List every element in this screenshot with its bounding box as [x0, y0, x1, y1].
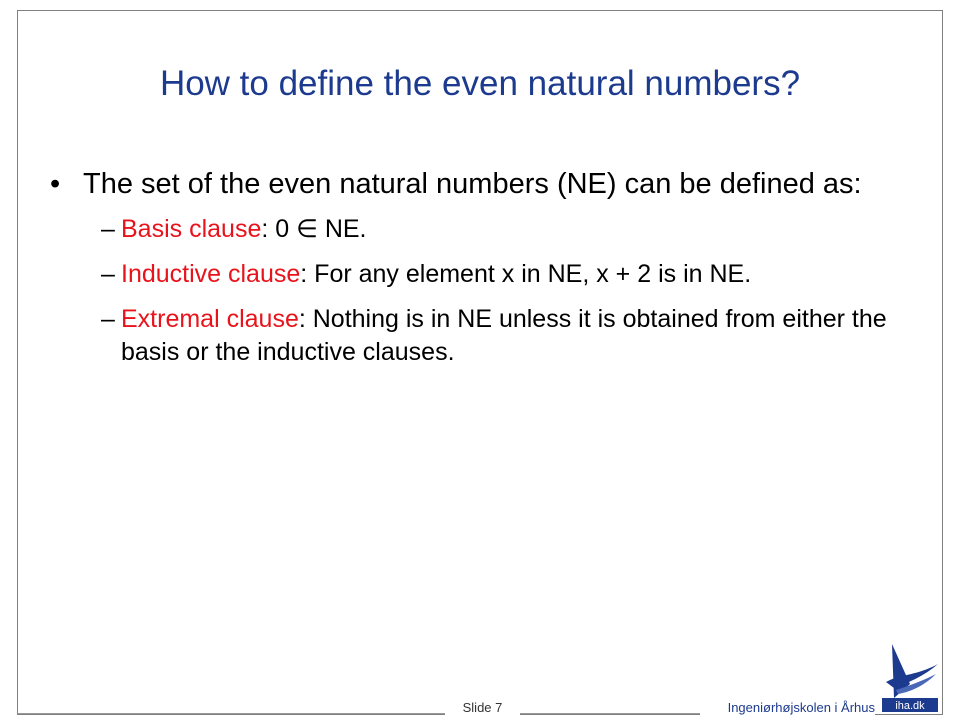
bullet-marker: •	[50, 168, 61, 200]
iha-logo	[880, 636, 940, 714]
footer-divider-left	[17, 713, 445, 714]
basis-clause-text: : 0 ∈ NE.	[261, 215, 367, 243]
slide-body	[50, 164, 910, 381]
extremal-clause-text: : Nothing is in NE unless it is obtained from either the basis or the inductive clauses.	[121, 305, 887, 366]
clause-dash: –	[101, 260, 115, 288]
inductive-clause-text: : For any element x in NE, x + 2 is in NE.	[300, 260, 752, 288]
inductive-clause	[101, 258, 910, 291]
school-name: Ingeniørhøjskolen i Århus	[700, 700, 875, 716]
main-bullet	[50, 164, 910, 204]
logo-text: iha.dk	[895, 700, 925, 712]
slide-number: Slide 7	[445, 700, 520, 716]
extremal-clause-label: Extremal clause	[121, 305, 299, 333]
clause-dash: –	[101, 215, 115, 243]
basis-clause	[101, 213, 910, 246]
clause-list	[50, 213, 910, 369]
slide-title: How to define the even natural numbers?	[159, 64, 801, 103]
footer-divider-right	[520, 713, 700, 714]
basis-clause-label: Basis clause	[121, 215, 262, 243]
clause-dash: –	[101, 305, 115, 333]
inductive-clause-label: Inductive clause	[121, 260, 301, 288]
main-bullet-text: The set of the even natural numbers (NE) can be defined as:	[83, 168, 862, 200]
extremal-clause	[101, 303, 910, 369]
